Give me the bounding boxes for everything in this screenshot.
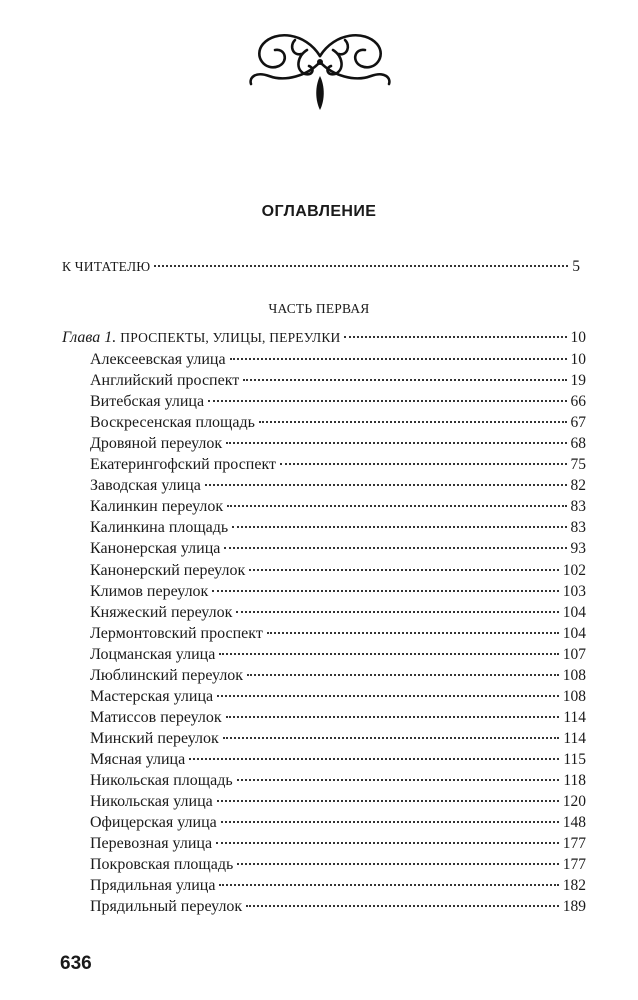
dot-leader bbox=[227, 505, 566, 507]
toc-entry-label: Офицерская улица bbox=[90, 814, 217, 832]
part-title: ЧАСТЬ ПЕРВАЯ bbox=[268, 301, 370, 316]
dot-leader bbox=[221, 821, 559, 823]
dot-leader bbox=[224, 547, 566, 549]
toc-entry-label: Канонерский переулок bbox=[90, 561, 246, 579]
toc-entry-page: 108 bbox=[562, 666, 586, 684]
toc-entry-label: Никольская площадь bbox=[90, 772, 233, 789]
toc-entry-label: Никольская улица bbox=[90, 793, 213, 811]
dot-leader bbox=[236, 611, 558, 613]
toc-entry-label: Калинкин переулок bbox=[90, 498, 224, 516]
toc-entry[interactable] bbox=[90, 708, 586, 728]
dot-leader bbox=[212, 590, 558, 592]
dot-leader bbox=[226, 442, 566, 444]
dot-leader bbox=[237, 779, 560, 781]
toc-entry-label: Люблинский переулок bbox=[90, 666, 244, 684]
toc-entry-label: Покровская площадь bbox=[90, 856, 234, 874]
toc-entry-page: 114 bbox=[563, 729, 586, 747]
toc-entry-page: 108 bbox=[562, 687, 586, 705]
toc-entry[interactable] bbox=[90, 813, 586, 833]
toc-entry[interactable] bbox=[90, 371, 586, 391]
toc-entry-page: 118 bbox=[563, 772, 586, 789]
toc-entry[interactable] bbox=[90, 666, 586, 686]
dot-leader bbox=[208, 400, 566, 402]
toc-entry[interactable] bbox=[90, 518, 586, 538]
toc-entry-page: 189 bbox=[562, 898, 586, 916]
dot-leader bbox=[232, 526, 566, 528]
toc-entry-page: 75 bbox=[570, 456, 586, 474]
toc-entry-page: 177 bbox=[562, 835, 586, 853]
toc-entry[interactable] bbox=[90, 455, 586, 475]
toc-entry[interactable] bbox=[90, 497, 586, 517]
dot-leader bbox=[226, 716, 560, 718]
toc-entry-label: Екатерингофский проспект bbox=[90, 456, 277, 474]
page-number: 636 bbox=[60, 953, 92, 974]
toc-entry-label: Витебская улица bbox=[90, 393, 205, 411]
flourish-ornament-icon bbox=[245, 26, 395, 114]
toc-entry-page: 66 bbox=[570, 393, 586, 411]
dot-leader bbox=[243, 379, 566, 381]
dot-leader bbox=[344, 336, 566, 338]
dot-leader bbox=[219, 653, 558, 655]
toc-entry-page: 114 bbox=[563, 708, 586, 726]
dot-leader bbox=[259, 421, 567, 423]
dot-leader bbox=[267, 632, 559, 634]
dot-leader bbox=[216, 842, 559, 844]
toc-entry[interactable] bbox=[90, 645, 586, 665]
toc-entry[interactable] bbox=[90, 413, 586, 433]
toc-entry-label: Воскресенская площадь bbox=[90, 414, 255, 432]
toc-entry-page: 83 bbox=[570, 519, 586, 537]
toc-entry-page: 82 bbox=[570, 477, 586, 495]
toc-entry-label: Алексеевская улица bbox=[90, 351, 226, 368]
toc-entry-page: 103 bbox=[562, 582, 586, 600]
toc-entry-label: Лоцманская улица bbox=[90, 645, 216, 663]
dot-leader bbox=[217, 695, 559, 697]
toc-entry-label: Климов переулок bbox=[90, 582, 209, 600]
toc-entry-label: Дровяной переулок bbox=[90, 435, 223, 453]
toc-entry[interactable] bbox=[90, 792, 586, 812]
toc-entry-label: Матиссов переулок bbox=[90, 708, 222, 726]
toc-entry-page: 115 bbox=[563, 750, 586, 768]
toc-entry[interactable] bbox=[90, 624, 586, 644]
toc-entry[interactable] bbox=[90, 476, 586, 496]
dot-leader bbox=[246, 905, 559, 907]
dot-leader bbox=[219, 884, 558, 886]
chapter-title: ПРОСПЕКТЫ, УЛИЦЫ, ПЕРЕУЛКИ bbox=[120, 330, 341, 345]
toc-entry-page: 19 bbox=[570, 372, 586, 390]
toc-entry-to-reader[interactable] bbox=[62, 257, 580, 277]
toc-entry-label: Княжеский переулок bbox=[90, 603, 233, 621]
toc-entry[interactable] bbox=[90, 771, 586, 791]
toc-entry[interactable] bbox=[90, 897, 586, 917]
toc-entry[interactable] bbox=[90, 392, 586, 412]
toc-entry-page: 83 bbox=[570, 498, 586, 516]
dot-leader bbox=[230, 358, 567, 360]
toc-entry-label: Английский проспект bbox=[90, 372, 240, 390]
dot-leader bbox=[280, 463, 566, 465]
toc-entry[interactable] bbox=[90, 539, 586, 559]
toc-chapter-1[interactable] bbox=[62, 328, 586, 348]
toc-entry[interactable] bbox=[90, 561, 586, 581]
toc-entry[interactable] bbox=[90, 434, 586, 454]
toc-entry-label: Перевозная улица bbox=[90, 835, 213, 853]
toc-entry[interactable] bbox=[90, 855, 586, 875]
dot-leader bbox=[237, 863, 558, 865]
dot-leader bbox=[217, 800, 559, 802]
toc-entry[interactable] bbox=[90, 350, 586, 370]
toc-entry-page: 93 bbox=[570, 540, 586, 558]
dot-leader bbox=[205, 484, 567, 486]
toc-entry[interactable] bbox=[90, 876, 586, 896]
toc-entry-label: Прядильная улица bbox=[90, 877, 216, 895]
toc-entry[interactable] bbox=[90, 750, 586, 770]
toc-entry[interactable] bbox=[90, 603, 586, 623]
toc-entry-label: Прядильный переулок bbox=[90, 898, 243, 916]
chapter-prefix: Глава 1. bbox=[62, 329, 117, 346]
toc-entry-page: 102 bbox=[562, 561, 586, 579]
chapter-page: 10 bbox=[570, 329, 586, 346]
toc-heading: ОГЛАВЛЕНИЕ bbox=[261, 203, 377, 220]
toc-entry[interactable] bbox=[90, 582, 586, 602]
toc-entry-page: 67 bbox=[570, 414, 586, 432]
toc-entry-page: 68 bbox=[570, 435, 586, 453]
toc-entry-label: Канонерская улица bbox=[90, 540, 221, 558]
dot-leader bbox=[223, 737, 560, 739]
dot-leader bbox=[249, 569, 559, 571]
dot-leader bbox=[247, 674, 559, 676]
toc-entry-page: 148 bbox=[562, 814, 586, 832]
dot-leader bbox=[154, 265, 568, 267]
dot-leader bbox=[189, 758, 559, 760]
toc-entry-page: 10 bbox=[570, 351, 586, 368]
toc-entry[interactable] bbox=[90, 834, 586, 854]
toc-entry-label: К ЧИТАТЕЛЮ bbox=[62, 259, 151, 274]
toc-entry-label: Лермонтовский проспект bbox=[90, 624, 263, 642]
toc-entry[interactable] bbox=[90, 687, 586, 707]
toc-entry-label: Калинкина площадь bbox=[90, 519, 229, 537]
toc-entry[interactable] bbox=[90, 729, 586, 749]
toc-entry-label: Мясная улица bbox=[90, 750, 186, 768]
toc-entry-page: 104 bbox=[562, 603, 586, 621]
toc-entry-label: Мастерская улица bbox=[90, 687, 214, 705]
toc-entry-label: Заводская улица bbox=[90, 477, 201, 495]
toc-entry-page: 182 bbox=[562, 877, 586, 895]
toc-entry-page: 177 bbox=[562, 856, 586, 874]
toc-entry-page: 104 bbox=[562, 624, 586, 642]
toc-entry-page: 120 bbox=[562, 793, 586, 811]
toc-entry-page: 107 bbox=[562, 645, 586, 663]
toc-entry-page: 5 bbox=[572, 258, 580, 275]
toc-entry-label: Минский переулок bbox=[90, 729, 219, 747]
